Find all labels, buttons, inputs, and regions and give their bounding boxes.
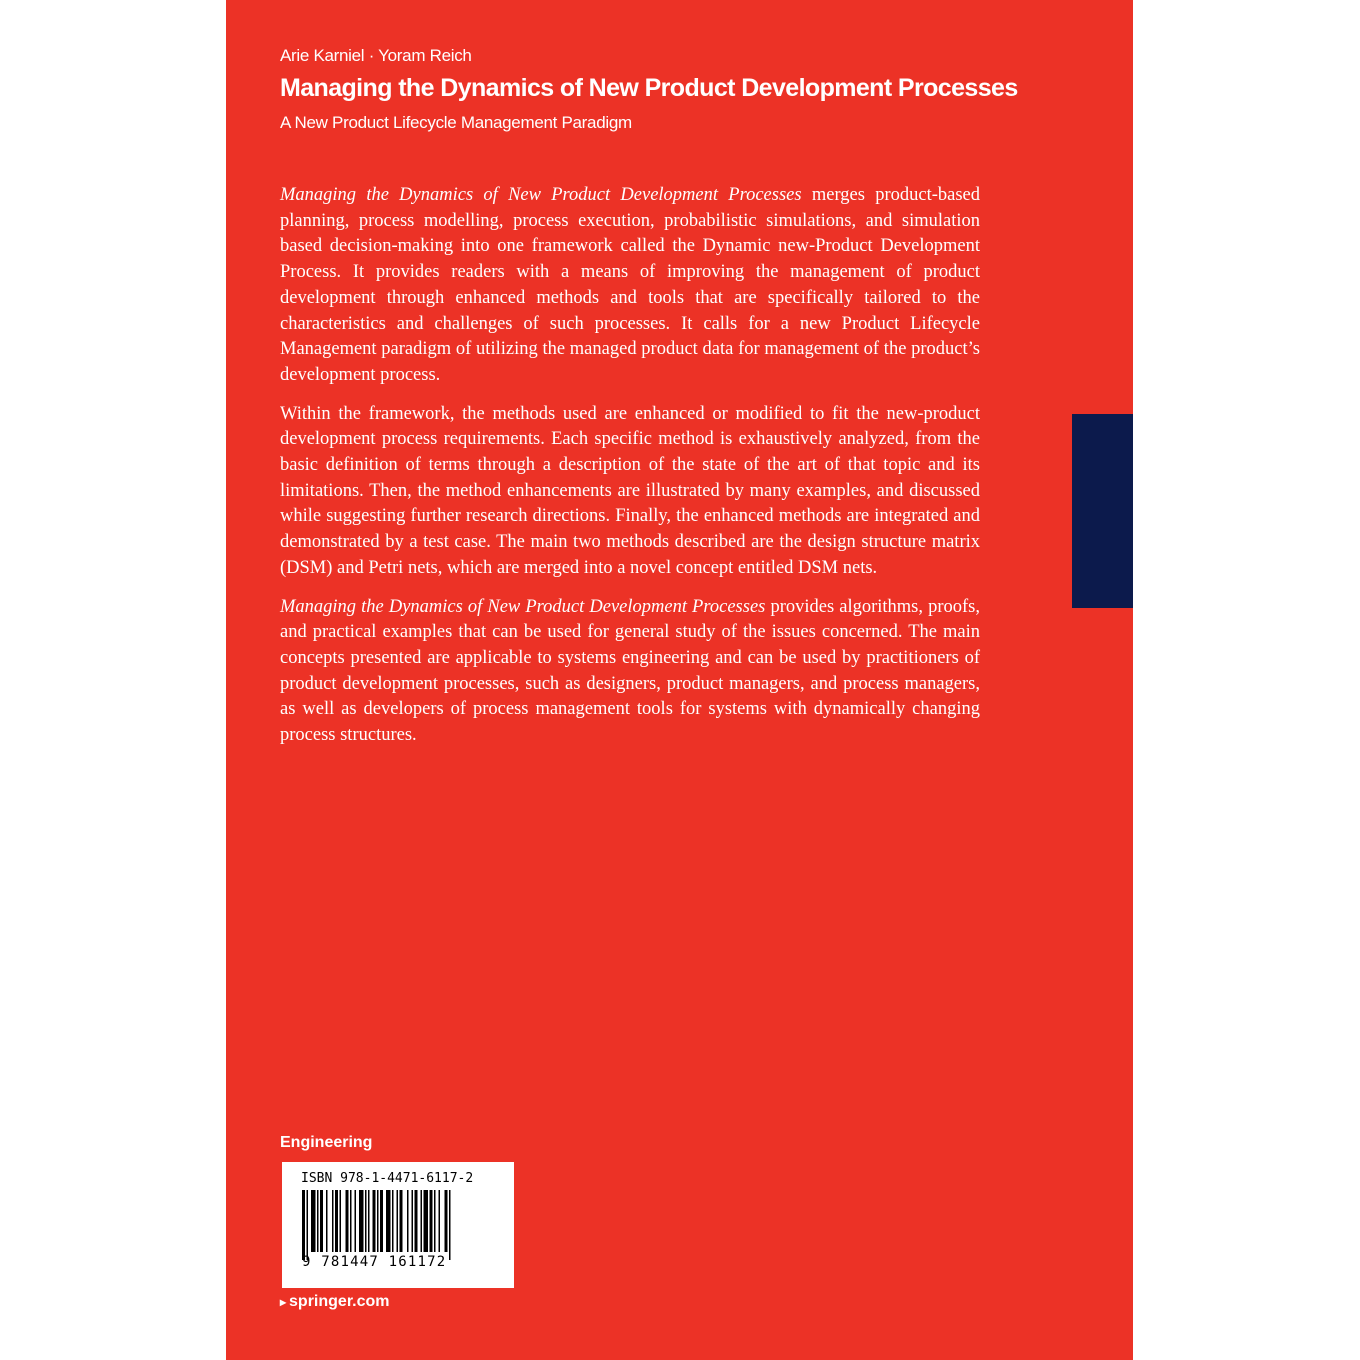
description-title-italic: Managing the Dynamics of New Product Development Processes bbox=[280, 185, 802, 205]
website-label: springer.com bbox=[289, 1293, 390, 1310]
book-title: Managing the Dynamics of New Product Development Processes bbox=[280, 74, 1018, 102]
description-paragraph-2: Within the framework, the methods used are enhanced or modified to fit the new-product development process requirements. Each specific method is exhaustively analyzed, from the basic definition of terms through a description of the state of the art of that topic and its limitations. Then, the method enhancements are illustrated by many examples, and discussed while suggesting further research directions. Finally, the enhanced methods are integrated and demonstrated by a test case. The main two methods described are the design structure matrix (DSM) and Petri nets, which are merged into a novel concept entitled DSM nets. bbox=[280, 403, 980, 578]
description-title-italic: Managing the Dynamics of New Product Development Processes bbox=[280, 596, 766, 617]
book-authors: Arie Karniel · Yoram Reich bbox=[280, 46, 472, 65]
barcode-icon bbox=[302, 1190, 494, 1260]
description-paragraph-1 bbox=[280, 183, 980, 389]
book-subtitle: A New Product Lifecycle Management Paradigm bbox=[280, 113, 632, 132]
description-text: merges product-based planning, process modelling, process execution, probabilistic simulations, and simulation based decision-making into one framework called the Dynamic new-Product Development Process. It provides readers with a means of improving the management of product development through enhanced methods and tools that are specifically tailored to the characteristics and challenges of such processes. It calls for a new Product Lifecycle Management paradigm of utilizing the managed product data for management of the product’s development process. bbox=[280, 185, 980, 385]
book-description bbox=[280, 183, 980, 762]
description-paragraph-3 bbox=[280, 595, 980, 749]
barcode-digits: 9 781447 161172 bbox=[302, 1254, 447, 1270]
subject-category: Engineering bbox=[280, 1134, 373, 1151]
book-back-cover bbox=[226, 0, 1133, 1360]
publisher-website bbox=[280, 1293, 390, 1311]
description-text: provides algorithms, proofs, and practical examples that can be used for general study of the issues concerned. The main concepts presented are applicable to systems engineering and can be used by practitioners of product development processes, such as designers, product managers, and process managers, as well as developers of process management tools for systems with dynamically changing process structures. bbox=[280, 596, 980, 746]
isbn-number: ISBN 978-1-4471-6117-2 bbox=[301, 1171, 474, 1186]
spine-color-tab bbox=[1072, 414, 1133, 608]
isbn-barcode-panel bbox=[282, 1162, 514, 1288]
arrow-right-icon: ▸ bbox=[280, 1295, 287, 1309]
